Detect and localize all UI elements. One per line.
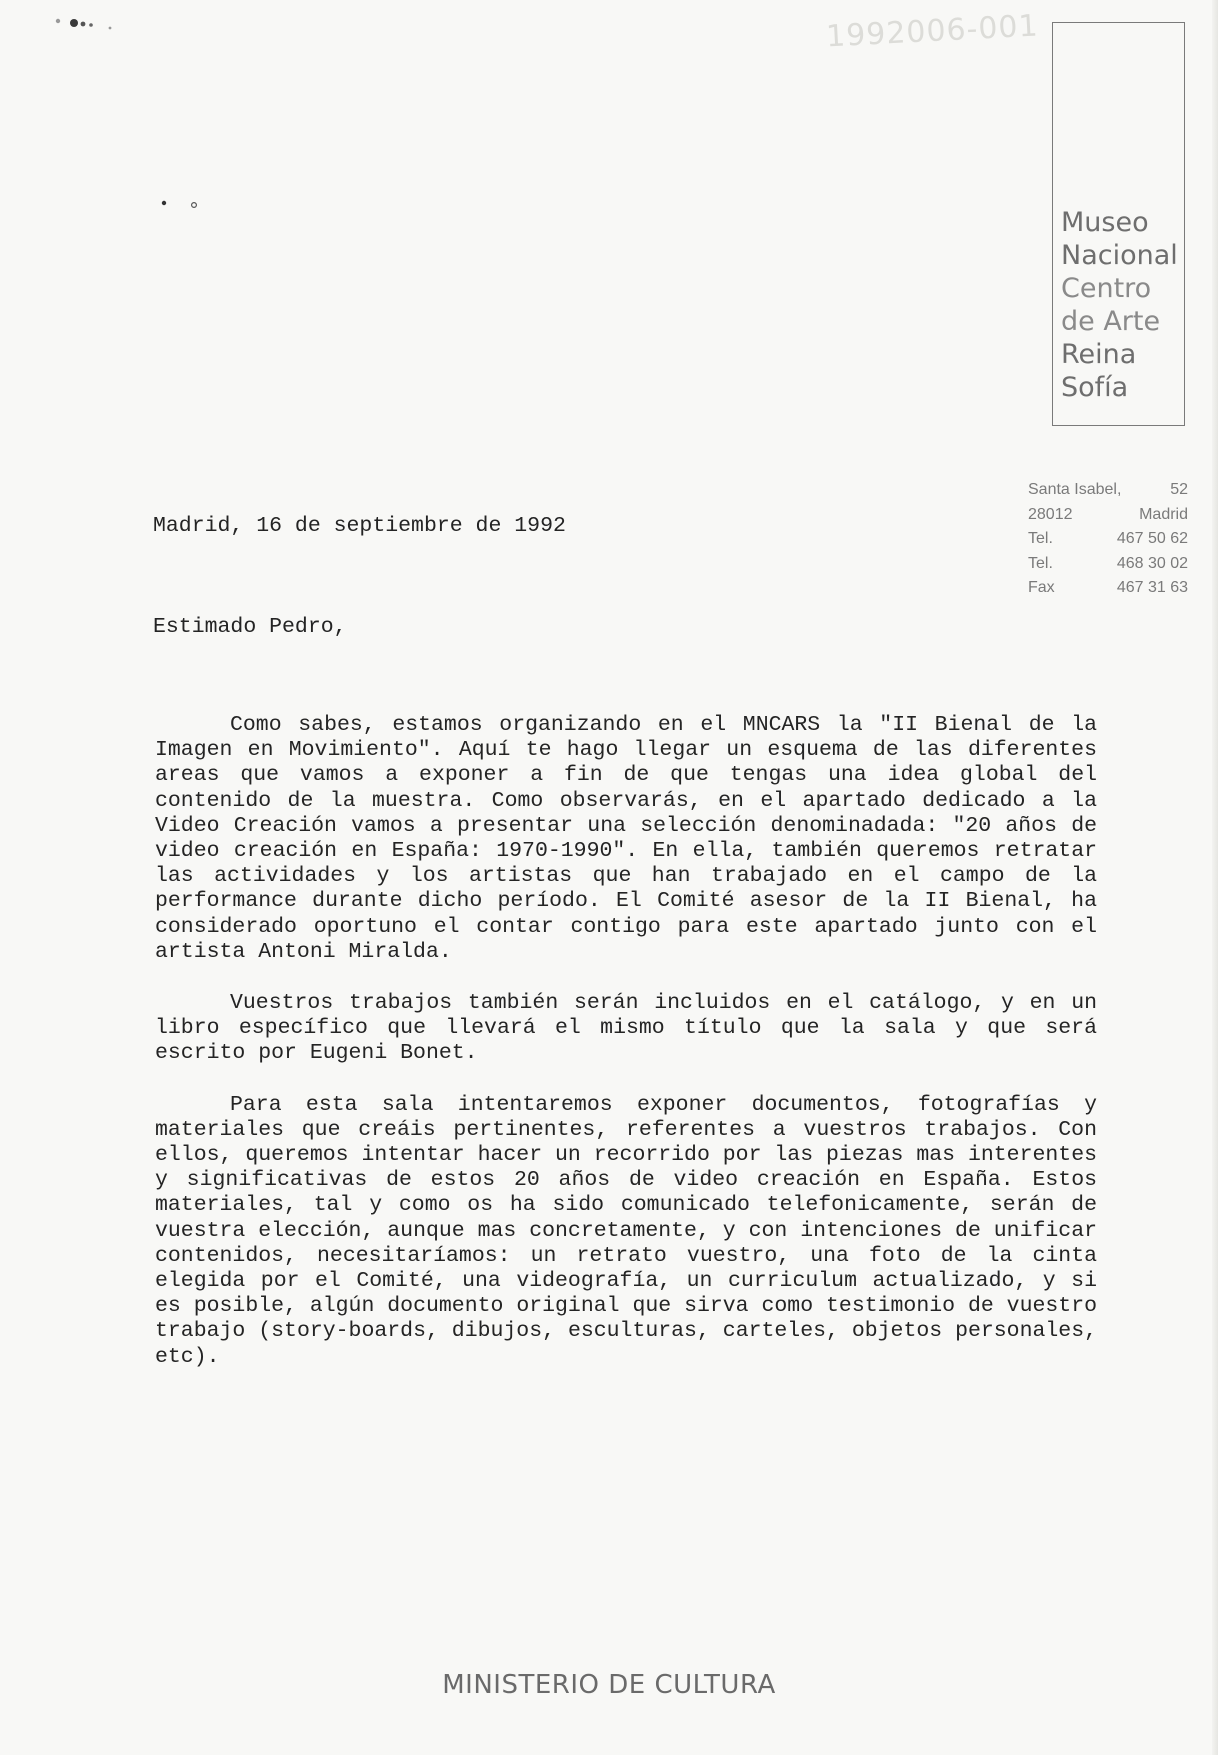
paper-specks <box>0 0 220 230</box>
logo-line-de-arte: de Arte <box>1061 306 1161 337</box>
handwritten-archive-number: 1992006-001 <box>825 8 1040 55</box>
address-label: Fax <box>1028 579 1055 596</box>
page-edge <box>1212 0 1218 1755</box>
address-line <box>1028 576 1188 601</box>
address-label: Tel. <box>1028 530 1053 547</box>
address-value: 52 <box>1170 481 1188 498</box>
letter-body <box>155 713 1097 1396</box>
address-line <box>1028 503 1188 528</box>
letter-salutation: Estimado Pedro, <box>153 615 347 639</box>
address-label: Santa Isabel, <box>1028 481 1122 498</box>
address-label: Tel. <box>1028 554 1053 572</box>
letter-date: Madrid, 16 de septiembre de 1992 <box>153 514 566 538</box>
logo-line-museo: Museo <box>1061 207 1149 238</box>
museum-logo <box>1061 206 1178 404</box>
address-label: 28012 <box>1028 505 1073 523</box>
logo-line-reina: Reina <box>1061 339 1137 370</box>
letter-paragraph: Para esta sala intentaremos exponer documentos, fotografías y materiales que creáis pertinentes, referentes a vuestros trabajos. Con ellos, queremos intentar hacer un recorrido por las piezas mas interentes y significativas de estos 20 años de video creación en España. Estos materiales, tal y como os ha sido comunicado telefonicamente, serán de vuestra elección, aunque mas concretamente, y con intenciones de unificar contenidos, necesitaríamos: un retrato vuestro, una foto de la cinta elegida por el Comité, una videografía, un curriculum actualizado, y si es posible, algún documento original que sirva como testimonio de vuestro trabajo (story-boards, dibujos, esculturas, carteles, objetos personales, etc). <box>155 1092 1097 1369</box>
logo-line-centro: Centro <box>1061 273 1152 304</box>
address-line <box>1028 478 1188 503</box>
address-value: Madrid <box>1139 505 1188 523</box>
logo-line-sofia: Sofía <box>1061 372 1129 403</box>
ministry-footer: MINISTERIO DE CULTURA <box>442 1670 776 1700</box>
address-value: 467 50 62 <box>1116 530 1188 547</box>
logo-line-nacional: Nacional <box>1061 240 1178 271</box>
letterhead-address <box>1028 478 1188 601</box>
address-line <box>1028 527 1188 552</box>
letter-paragraph: Como sabes, estamos organizando en el MNCARS la "II Bienal de la Imagen en Movimiento". Aquí te hago llegar un esquema de las diferentes areas que vamos a exponer a fin de que tengas una idea global del contenido de la muestra. Como observarás, en el apartado dedicado a la Video Creación vamos a presentar una selección denominadada: "20 años de video creación en España: 1970-1990". En ella, también queremos retratar las actividades y los artistas que han trabajado en el campo de la performance durante dicho período. El Comité asesor de la II Bienal, ha considerado oportuno el contar contigo para este apartado junto con el artista Antoni Miralda. <box>155 713 1097 964</box>
address-value: 468 30 02 <box>1116 554 1188 572</box>
letter-paragraph: Vuestros trabajos también serán incluidos en el catálogo, y en un libro específico que llevará el mismo título que la sala y que será escrito por Eugeni Bonet. <box>155 991 1097 1066</box>
address-value: 467 31 63 <box>1116 579 1188 596</box>
address-line <box>1028 552 1188 577</box>
